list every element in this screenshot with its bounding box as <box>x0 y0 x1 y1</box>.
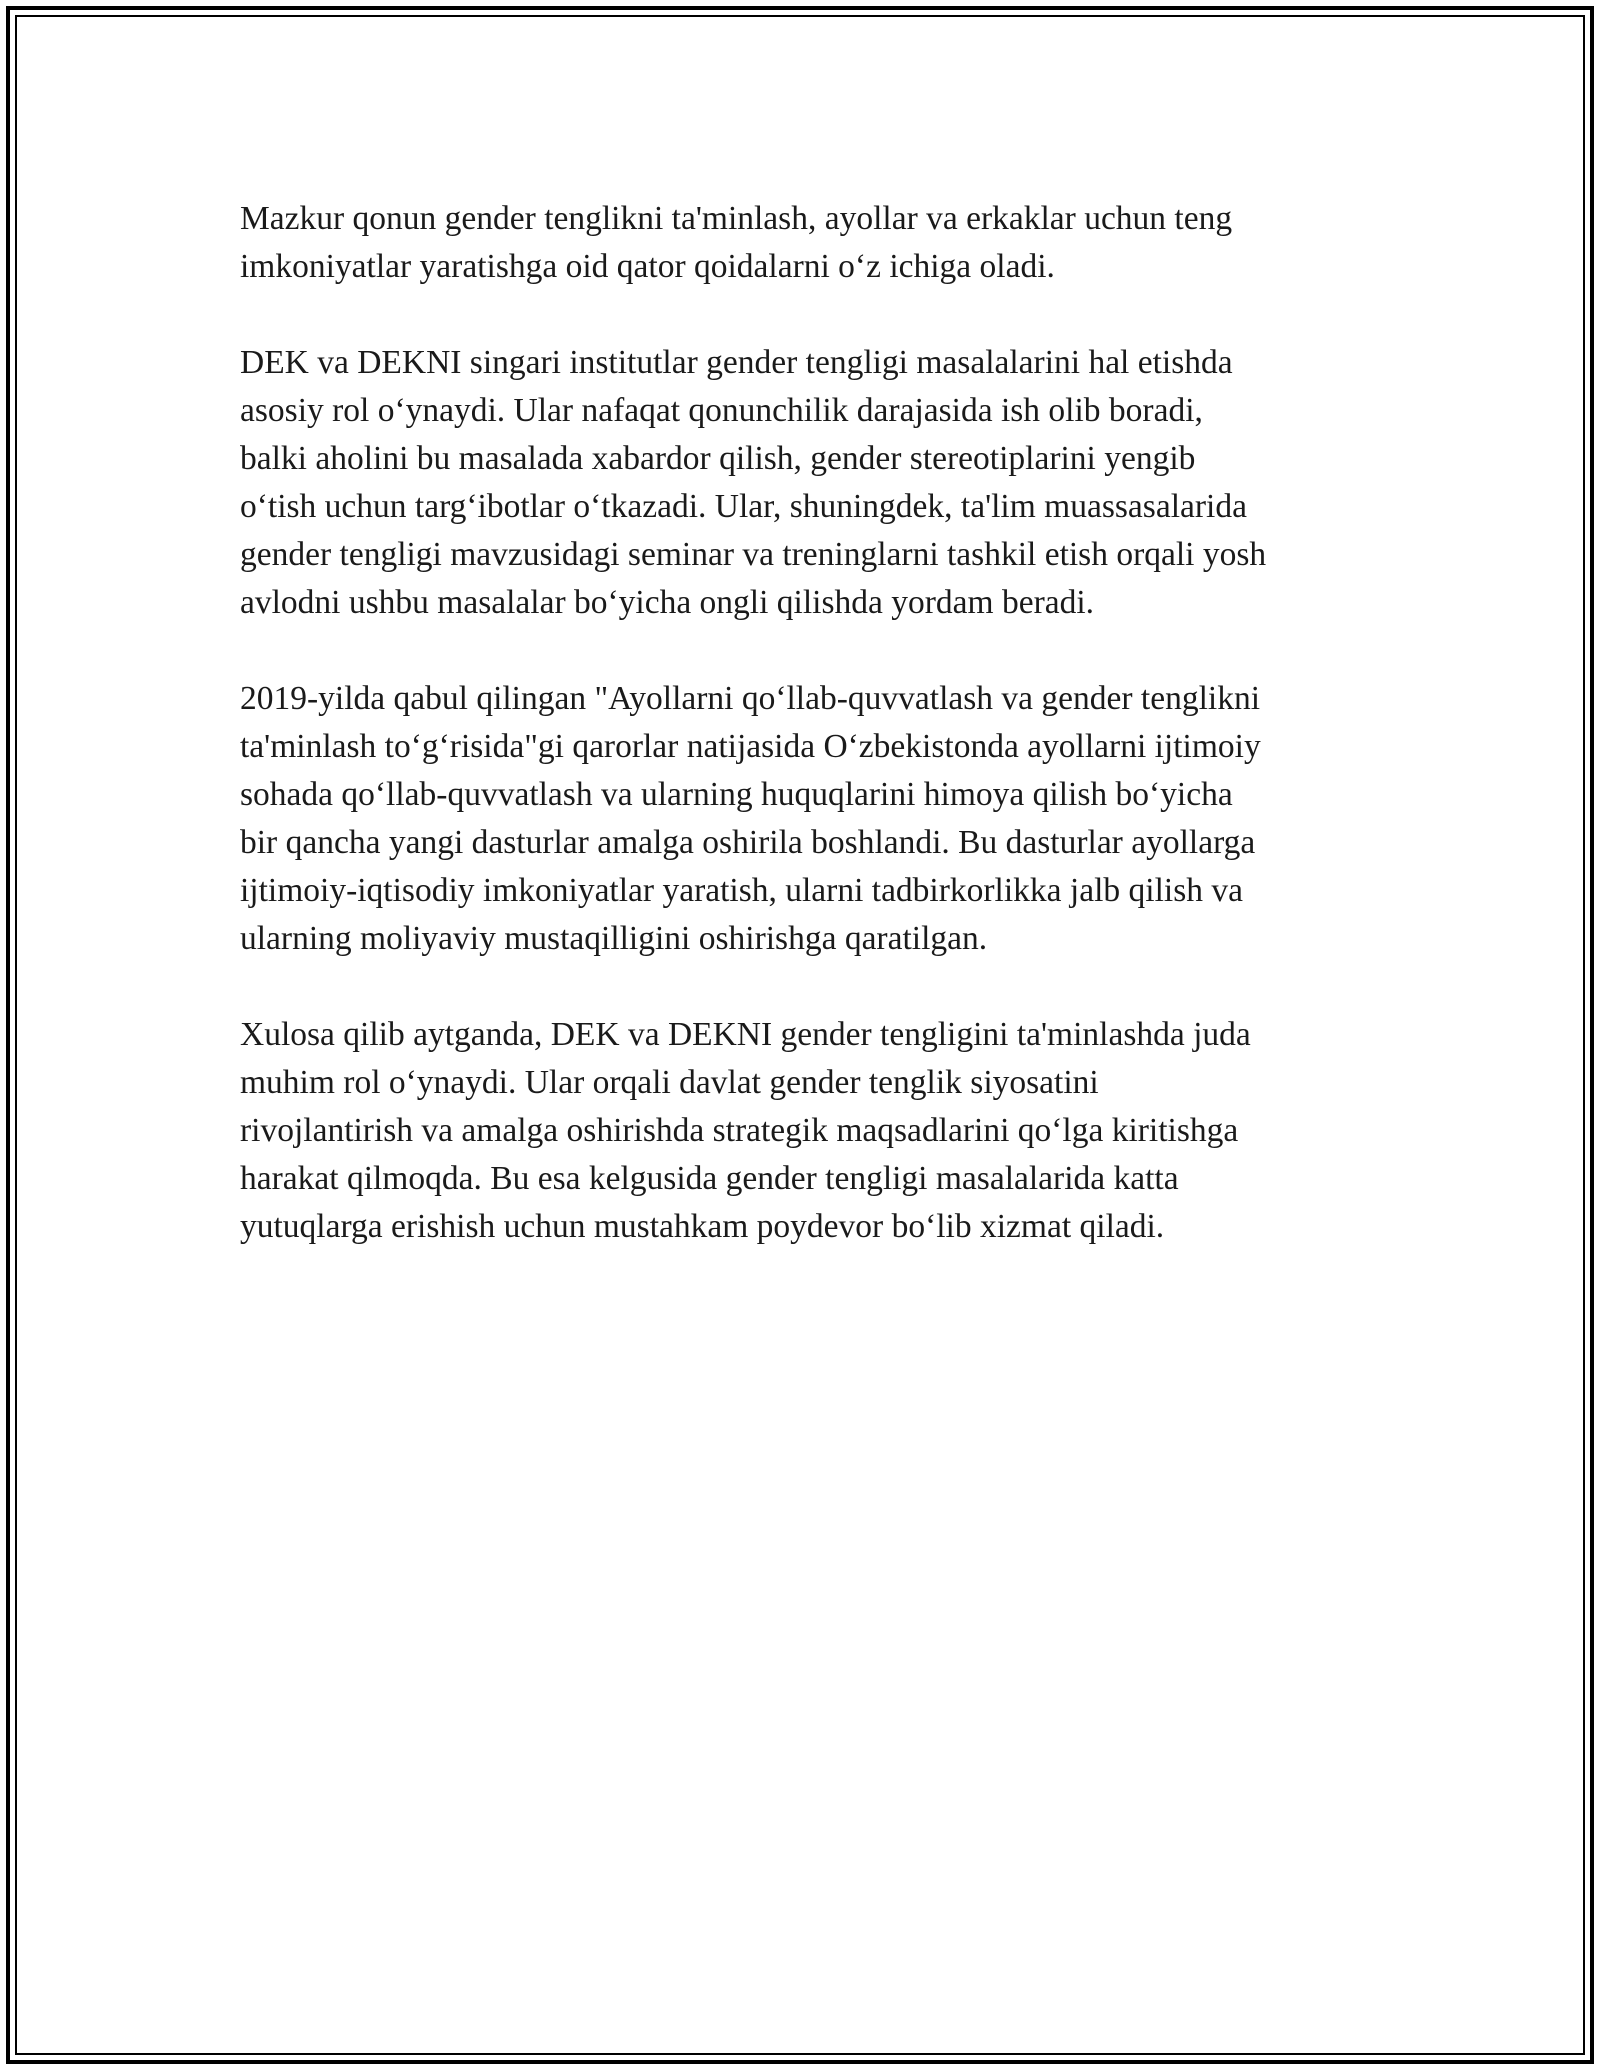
document-body <box>240 195 1400 1299</box>
paragraph-institutions-role: DEK va DEKNI singari institutlar gender tengligi masalalarini hal etishda asosiy rol o‘ynaydi. Ular nafaqat qonunchilik darajasida ish olib boradi, balki aholini bu masalada xabardor qilish, gender stereotiplarini yengib o‘tish uchun targ‘ibotlar o‘tkazadi. Ular, shuningdek, ta'lim muassasalarida gender tengligi mavzusidagi seminar va treninglarni tashkil etish orqali yosh avlodni ushbu masalalar bo‘yicha ongli qilishda yordam beradi. <box>240 344 1267 621</box>
paragraph-law-provisions: Mazkur qonun gender tenglikni ta'minlash, ayollar va erkaklar uchun teng imkoniyatlar yaratishga oid qator qoidalarni o‘z ichiga oladi. <box>240 200 1233 285</box>
paragraph-conclusion: Xulosa qilib aytganda, DEK va DEKNI gender tengligini ta'minlashda juda muhim rol o‘ynaydi. Ular orqali davlat gender tenglik siyosatini rivojlantirish va amalga oshirishda strategik maqsadlarini qo‘lga kiritishga harakat qilmoqda. Bu esa kelgusida gender tengligi masalalarida katta yutuqlarga erishish uchun mustahkam poydevor bo‘lib xizmat qiladi. <box>240 1016 1251 1245</box>
paragraph-2019-decisions: 2019-yilda qabul qilingan "Ayollarni qo‘llab-quvvatlash va gender tenglikni ta'minlash to‘g‘risida"gi qarorlar natijasida O‘zbekistonda ayollarni ijtimoiy sohada qo‘llab-quvvatlash va ularning huquqlarini himoya qilish bo‘yicha bir qancha yangi dasturlar amalga oshirila boshlandi. Bu dasturlar ayollarga ijtimoiy-iqtisodiy imkoniyatlar yaratish, ularni tadbirkorlikka jalb qilish va ularning moliyaviy mustaqilligini oshirishga qaratilgan. <box>240 680 1261 957</box>
page-frame <box>6 6 1594 2064</box>
